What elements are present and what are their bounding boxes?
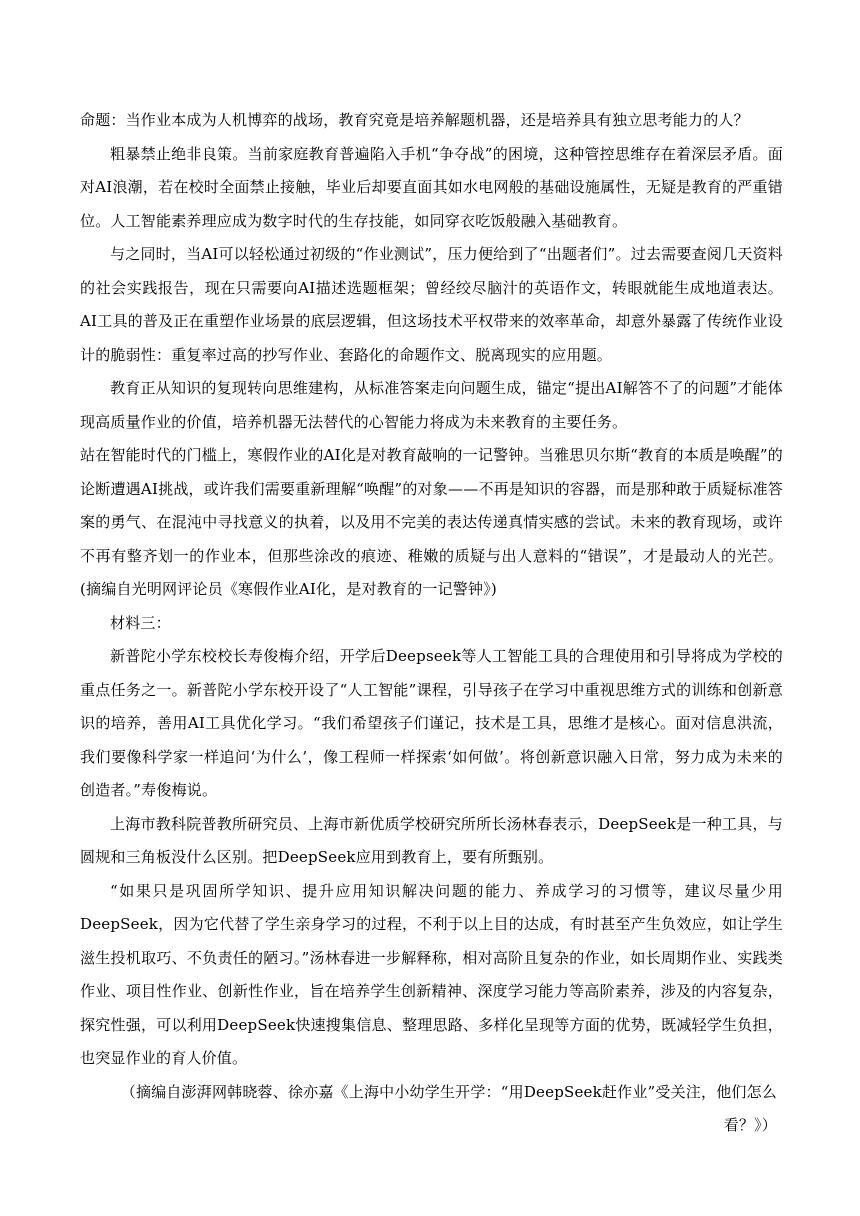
source-attribution: （摘编自澎湃网韩晓蓉、徐亦嘉《上海中小幼学生开学：“用DeepSeek赶作业”受关注，他们怎么看？》）: [120, 1082, 777, 1134]
material-three-heading: 材料三：: [110, 613, 171, 632]
paragraph-researcher-view: 上海市教科院普教所研究员、上海市新优质学校研究所所长汤林春表示，DeepSeek是一种工具，与圆规和三角板没什么区别。把DeepSeek应用到教育上，要有所甄别。: [80, 814, 783, 866]
paragraph-thinking-construction: 教育正从知识的复现转向思维建构，从标准答案走向问题生成，锚定“提出AI解答不了的问题”才能体现高质量作业的价值，培养机器无法替代的心智能力将成为未来教育的主要任务。: [80, 379, 783, 431]
paragraph-question-setters: 与之同时，当AI可以轻松通过初级的“作业测试”，压力便给到了“出题者们”。过去需要查阅几天资料的社会实践报告，现在只需要向AI描述选题框架；曾经绞尽脑汁的英语作文，转眼就能生成地道表达。AI工具的普及正在重塑作业场景的底层逻辑，但这场技术平权带来的效率革命，却意外暴露了传统作业设计的脆弱性：重复率过高的抄写作业、套路化的命题作文、脱离现实的应用题。: [80, 245, 783, 364]
paragraph-ban-not-solution: 粗暴禁止绝非良策。当前家庭教育普遍陷入手机“争夺战”的困境，这种管控思维存在着深层矛盾。面对AI浪潮，若在校时全面禁止接触，毕业后却要直面其如水电网般的基础设施属性，无疑是教育的严重错位。人工智能素养理应成为数字时代的生存技能，如同穿衣吃饭般融入基础教育。: [80, 144, 783, 230]
paragraph-proposition: 命题：当作业本成为人机博弈的战场，教育究竟是培养解题机器，还是培养具有独立思考能力的人？: [80, 111, 749, 129]
paragraph-principal-intro: 新普陀小学东校校长寿俊梅介绍，开学后Deepseek等人工智能工具的合理使用和引导将成为学校的重点任务之一。新普陀小学东校开设了“人工智能”课程，引导孩子在学习中重视思维方式的训练和创新意识的培养，善用AI工具优化学习。“我们希望孩子们谨记，技术是工具，思维才是核心。面对信息洪流，我们要像科学家一样追问‘为什么’，像工程师一样探索‘如何做’。将创新意识融入日常，努力成为未来的创造者。”寿俊梅说。: [80, 647, 783, 799]
document-body: [80, 104, 783, 1143]
paragraph-wake-up-call: 站在智能时代的门槛上，寒假作业的AI化是对教育敲响的一记警钟。当雅思贝尔斯“教育的本质是唤醒”的论断遭遇AI挑战，或许我们需要重新理解“唤醒”的对象——不再是知识的容器，而是那种敢于质疑标准答案的勇气、在混沌中寻找意义的执着，以及用不完美的表达传递真情实感的尝试。未来的教育现场，或许不再有整齐划一的作业本，但那些涂改的痕迹、稚嫩的质疑与出人意料的“错误”，才是最动人的光芒。(摘编自光明网评论员《寒假作业AI化，是对教育的一记警钟》): [80, 446, 783, 598]
paragraph-researcher-explanation: “如果只是巩固所学知识、提升应用知识解决问题的能力、养成学习的习惯等，建议尽量少用DeepSeek，因为它代替了学生亲身学习的过程，不利于以上目的达成，有时甚至产生负效应，如让学生滋生投机取巧、不负责任的陋习。”汤林春进一步解释称，相对高阶且复杂的作业，如长周期作业、实践类作业、项目性作业、创新性作业，旨在培养学生创新精神、深度学习能力等高阶素养，涉及的内容复杂，探究性强，可以利用DeepSeek快速搜集信息、整理思路、多样化呈现等方面的优势，既减轻学生负担，也突显作业的育人价值。: [80, 881, 783, 1067]
